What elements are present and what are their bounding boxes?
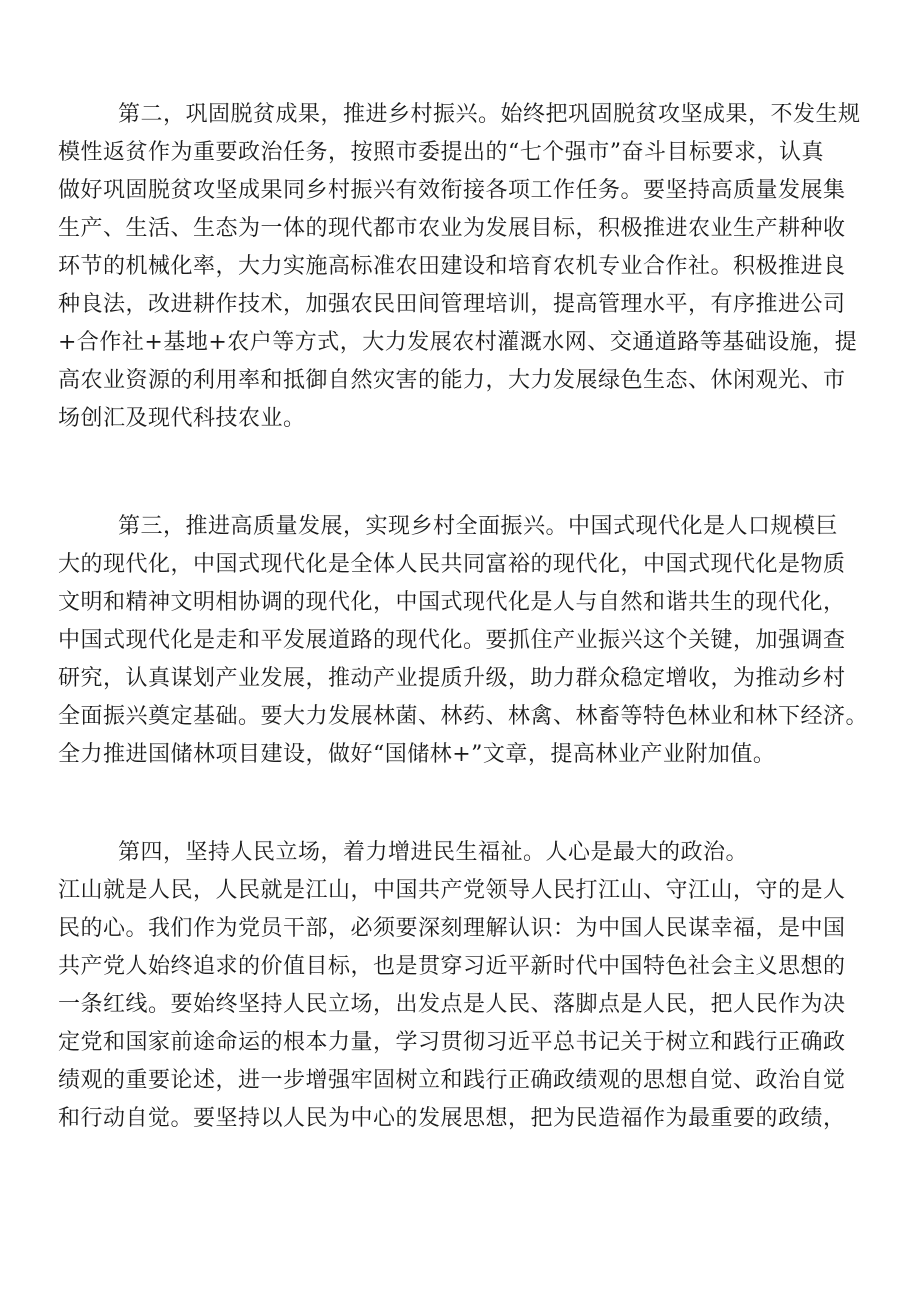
text-line: 第二，巩固脱贫成果，推进乡村振兴。始终把巩固脱贫攻坚成果，不发生规 [118,102,861,127]
text-line: 定党和国家前途命运的根本力量，学习贯彻习近平总书记关于树立和践行正确政 [58,1030,846,1055]
text-line: 全面振兴奠定基础。要大力发展林菌、林药、林禽、林畜等特色林业和林下经济。 [58,704,869,729]
text-line: 模性返贫作为重要政治任务，按照市委提出的“七个强市”奋斗目标要求，认真 [58,140,824,165]
text-line: 研究，认真谋划产业发展，推动产业提质升级，助力群众稳定增收，为推动乡村 [58,666,846,691]
text-line: 环节的机械化率，大力实施高标准农田建设和培育农机专业合作社。积极推进良 [58,254,846,279]
text-line: 种良法，改进耕作技术，加强农民田间管理培训，提高管理水平，有序推进公司 [58,292,846,317]
text-line: 江山就是人民，人民就是江山，中国共产党领导人民打江山、守江山，守的是人 [58,878,846,903]
text-line: 生产、生活、生态为一体的现代都市农业为发展目标，积极推进农业生产耕种收 [58,216,846,241]
text-line: 共产党人始终追求的价值目标，也是贯穿习近平新时代中国特色社会主义思想的 [58,954,846,979]
text-line: 场创汇及现代科技农业。 [58,406,306,431]
text-line: 和行动自觉。要坚持以人民为中心的发展思想，把为民造福作为最重要的政绩， [58,1106,846,1131]
paragraph-second-point [58,96,878,438]
text-line: 第三，推进高质量发展，实现乡村全面振兴。中国式现代化是人口规模巨 [118,514,839,539]
text-line: 一条红线。要始终坚持人民立场，出发点是人民、落脚点是人民，把人民作为决 [58,992,846,1017]
text-line: 大的现代化，中国式现代化是全体人民共同富裕的现代化，中国式现代化是物质 [58,552,846,577]
text-line: 全力推进国储林项目建设，做好“国储林+”文章，提高林业产业附加值。 [58,742,776,767]
text-line: 文明和精神文明相协调的现代化，中国式现代化是人与自然和谐共生的现代化， [58,590,846,615]
text-line: 民的心。我们作为党员干部，必须要深刻理解认识：为中国人民谋幸福，是中国 [58,916,846,941]
text-line: 做好巩固脱贫攻坚成果同乡村振兴有效衔接各项工作任务。要坚持高质量发展集 [58,178,846,203]
paragraph-third-point [58,508,878,774]
text-line: 中国式现代化是走和平发展道路的现代化。要抓住产业振兴这个关键，加强调查 [58,628,846,653]
text-line: 第四，坚持人民立场，着力增进民生福祉。人心是最大的政治。 [118,840,749,865]
text-line: +合作社+基地+农户等方式，大力发展农村灌溉水网、交通道路等基础设施，提 [58,330,858,355]
text-line: 绩观的重要论述，进一步增强牢固树立和践行正确政绩观的思想自觉、政治自觉 [58,1068,846,1093]
paragraph-fourth-point [58,834,878,1138]
text-line: 高农业资源的利用率和抵御自然灾害的能力，大力发展绿色生态、休闲观光、市 [58,368,846,393]
